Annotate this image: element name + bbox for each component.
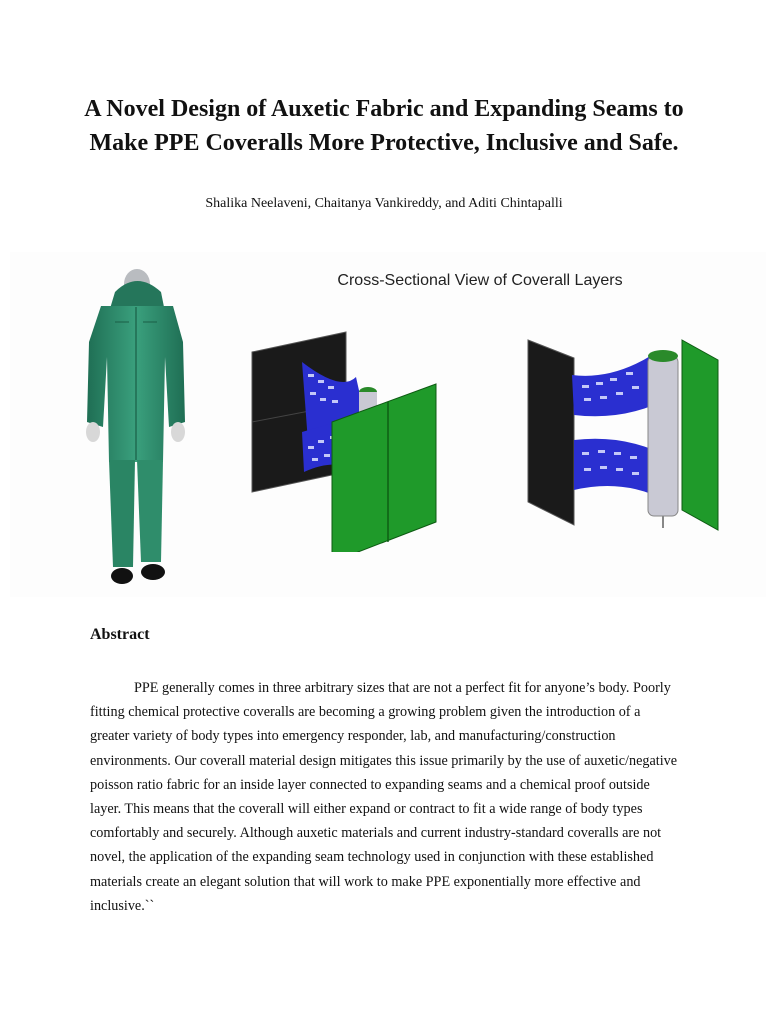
author-list: Shalika Neelaveni, Chaitanya Vankireddy, and Aditi Chintapalli: [205, 196, 563, 211]
figure: [10, 252, 766, 597]
abstract-heading: Abstract: [90, 626, 150, 643]
paper-title: A Novel Design of Auxetic Fabric and Expanding Seams to Make PPE Coveralls More Protective, Inclusive and Safe.: [84, 96, 684, 156]
layer-diagram-compressed: [246, 322, 446, 552]
abstract-body: PPE generally comes in three arbitrary sizes that are not a perfect fit for anyone’s body. Poorly fitting chemical protective coveralls are becoming a growing problem given the introduction of a greater variety of body types into emergency responder, lab, and manufacturing/construction environments. Our coverall material design mitigates this issue primarily by the use of auxetic/negative poisson ratio fabric for an inside layer connected to expanding seams and a chemical proof outside layer. This means that the coverall will either expand or contract to fit a wide range of body types comfortably and securely. Although auxetic materials and current industry-standard coveralls are not novel, the application of the expanding seam technology used in conjunction with these established materials create an elegant solution that will work to make PPE exponentially more effective and inclusive.``: [90, 680, 678, 914]
coverall-image: [65, 262, 205, 592]
layer-diagram-expanded: [522, 330, 732, 545]
figure-caption: Cross-Sectional View of Coverall Layers: [337, 272, 623, 289]
